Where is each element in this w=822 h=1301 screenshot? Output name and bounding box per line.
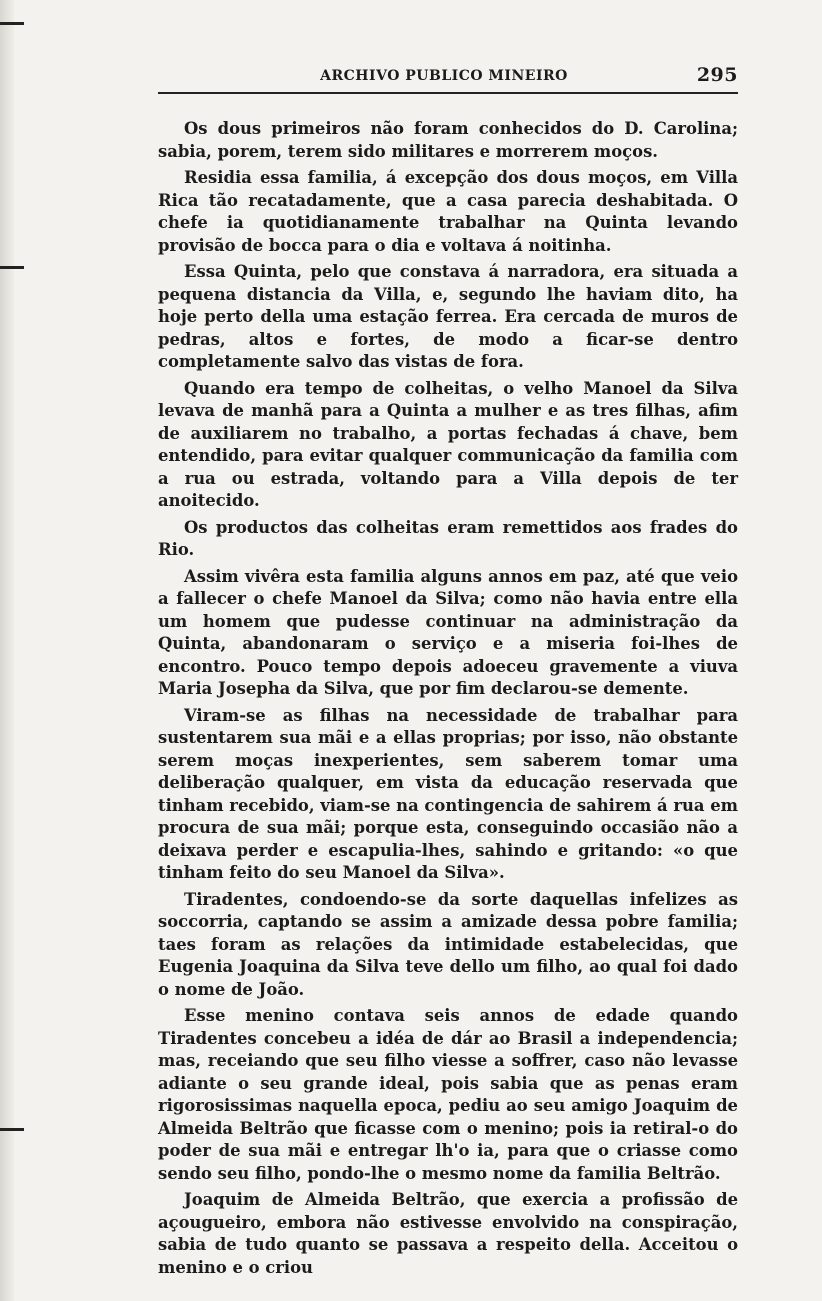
paragraph: Quando era tempo de colheitas, o velho Manoel da Silva levava de manhã para a Quinta a mulher e as tres filhas, afim de auxiliarem no trabalho, a portas fechadas á chave, bem entendido, para evitar qualquer communicação da familia com a rua ou estrada, voltando para a Villa depois de ter anoitecido.	[158, 378, 738, 510]
binding-mark	[0, 22, 24, 25]
paragraph: Viram-se as filhas na necessidade de trabalhar para sustentarem sua mãi e a ellas proprias; por isso, não obstante serem moças inexperientes, sem saberem tomar uma deliberação qualquer, em vista da educação reservada que tinham recebido, viam-se na contingencia de sahirem á rua em procura de sua mãi; porque esta, conseguindo occasião não a deixava perder e escapulia-lhes, sahindo e gritando: «o que tinham feito do seu Manoel da Silva».	[158, 705, 738, 882]
running-header	[150, 58, 738, 88]
header-rule	[158, 92, 738, 94]
body-text	[150, 118, 738, 1279]
paragraph: Residia essa familia, á excepção dos dous moços, em Villa Rica tão recatadamente, que a casa parecia deshabitada. O chefe ia quotidianamente trabalhar na Quinta levando provisão de bocca para o dia e voltava á noitinha.	[158, 168, 738, 255]
paragraph: Joaquim de Almeida Beltrão, que exercia a profissão de açougueiro, embora não estivesse envolvido na conspiração, sabia de tudo quanto se passava a respeito della. Acceitou o menino e o criou	[158, 1190, 738, 1277]
binding-mark	[0, 1128, 24, 1131]
paragraph: Assim vivêra esta familia alguns annos em paz, até que veio a fallecer o chefe Manoel da Silva; como não havia entre ella um homem que pudesse continuar na administração da Quinta, abandonaram o serviço e a miseria foi-lhes de encontro. Pouco tempo depois adoeceu gravemente a viuva Maria Josepha da Silva, que por fim declarou-se demente.	[158, 566, 738, 698]
paragraph: Esse menino contava seis annos de edade quando Tiradentes concebeu a idéa de dár ao Brasil a independencia; mas, receiando que seu filho viesse a soffrer, caso não levasse adiante o seu grande ideal, pois sabia que as penas eram rigorosissimas naquella epoca, pediu ao seu amigo Joaquim de Almeida Beltrão que ficasse com o menino; pois ia retiral-o do poder de sua mãi e entregar lh'o ia, para que o criasse como sendo seu filho, pondo-lhe o mesmo nome da familia Beltrão.	[158, 1006, 738, 1183]
page-binding-edge	[0, 0, 14, 1301]
paragraph: Essa Quinta, pelo que constava á narradora, era situada a pequena distancia da Villa, e, segundo lhe haviam dito, ha hoje perto della uma estação ferrea. Era cercada de muros de pedras, altos e fortes, de modo a ficar-se dentro completamente salvo das vistas de fora.	[158, 262, 738, 371]
paragraph: Os dous primeiros não foram conhecidos do D. Carolina; sabia, porem, terem sido militares e morrerem moços.	[158, 119, 738, 161]
running-title: ARCHIVO PUBLICO MINEIRO	[320, 68, 568, 84]
paragraph: Tiradentes, condoendo-se da sorte daquellas infelizes as soccorria, captando se assim a amizade dessa pobre familia; taes foram as relações da intimidade estabelecidas, que Eugenia Joaquina da Silva teve dello um filho, ao qual foi dado o nome de João.	[158, 889, 738, 999]
binding-mark	[0, 266, 24, 269]
page-number: 295	[696, 64, 738, 86]
document-page	[150, 58, 738, 1283]
paragraph: Os productos das colheitas eram remettidos aos frades do Rio.	[158, 517, 738, 559]
